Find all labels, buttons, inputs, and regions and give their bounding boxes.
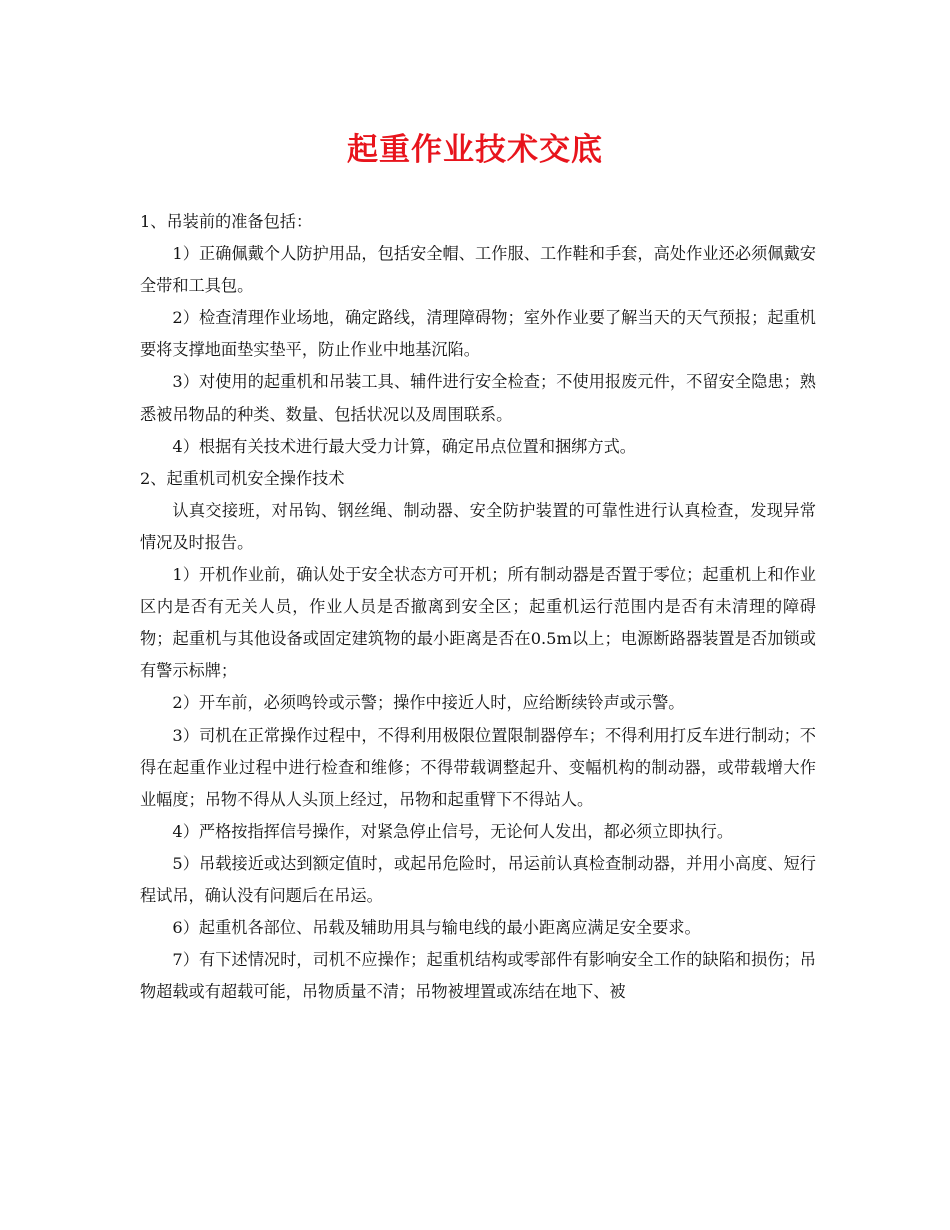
paragraph: 7）有下述情况时，司机不应操作；起重机结构或零部件有影响安全工作的缺陷和损伤；吊物超载或有超载可能，吊物质量不清；吊物被埋置或冻结在地下、被 (140, 950, 816, 1002)
document-title: 起重作业技术交底 (347, 132, 603, 168)
paragraph: 5）吊载接近或达到额定值时，或起吊危险时，吊运前认真检查制动器，并用小高度、短行程试吊，确认没有问题后在吊运。 (140, 853, 816, 905)
paragraph: 3）司机在正常操作过程中，不得利用极限位置限制器停车；不得利用打反车进行制动；不得在起重作业过程中进行检查和维修；不得带载调整起升、变幅机构的制动器，或带载增大作业幅度；吊物不得从人头顶上经过，吊物和起重臂下不得站人。 (140, 725, 816, 809)
paragraph: 1）开机作业前，确认处于安全状态方可开机；所有制动器是否置于零位；起重机上和作业区内是否有无关人员，作业人员是否撤离到安全区；起重机运行范围内是否有未清理的障碍物；起重机与其他设备或固定建筑物的最小距离是否在0.5m以上；电源断路器装置是否加锁或有警示标牌； (140, 565, 816, 681)
paragraph: 3）对使用的起重机和吊装工具、辅件进行安全检查；不使用报废元件，不留安全隐患；熟悉被吊物品的种类、数量、包括状况以及周围联系。 (140, 372, 816, 424)
paragraph: 2）开车前，必须鸣铃或示警；操作中接近人时，应给断续铃声或示警。 (172, 693, 685, 713)
paragraph: 1）正确佩戴个人防护用品，包括安全帽、工作服、工作鞋和手套，高处作业还必须佩戴安全带和工具包。 (140, 244, 816, 296)
paragraph: 4）根据有关技术进行最大受力计算，确定吊点位置和捆绑方式。 (172, 436, 636, 456)
section-heading-2: 2、起重机司机安全操作技术 (140, 468, 345, 488)
paragraph: 4）严格按指挥信号操作，对紧急停止信号，无论何人发出，都必须立即执行。 (172, 821, 734, 841)
paragraph: 2）检查清理作业场地，确定路线，清理障碍物；室外作业要了解当天的天气预报；起重机要将支撑地面垫实垫平，防止作业中地基沉陷。 (140, 308, 816, 360)
paragraph: 6）起重机各部位、吊载及辅助用具与输电线的最小距离应满足安全要求。 (172, 918, 701, 938)
document-body (140, 206, 816, 1008)
section-heading-1: 1、吊装前的准备包括： (140, 212, 313, 231)
paragraph: 认真交接班，对吊钩、钢丝绳、制动器、安全防护装置的可靠性进行认真检查，发现异常情况及时报告。 (140, 500, 816, 552)
